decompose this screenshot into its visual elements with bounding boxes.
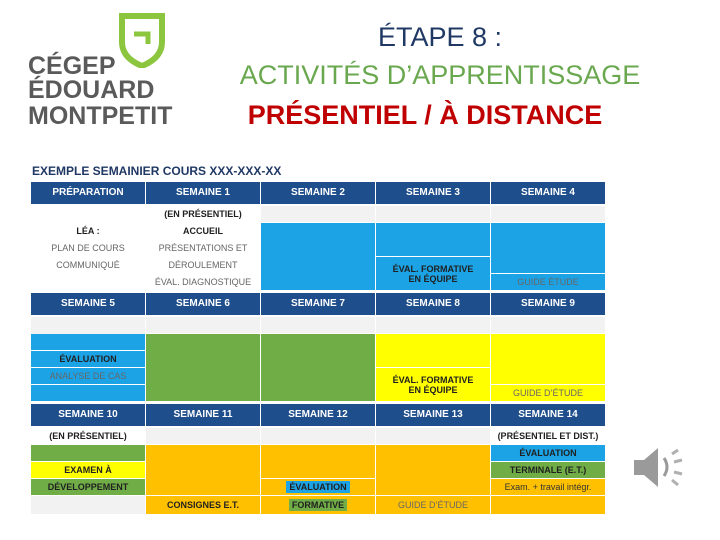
cell-guidelines: CONSIGNES E.T. xyxy=(146,496,260,514)
cell-development: DÉVELOPPEMENT xyxy=(31,479,145,495)
cell-fill xyxy=(261,206,375,222)
cell-study-guide: GUIDE ÉTUDE xyxy=(491,274,605,290)
formative-eval-line-2: EN ÉQUIPE xyxy=(408,384,458,395)
header-week-4: SEMAINE 4 xyxy=(491,182,605,204)
cell-presentations: PRÉSENTATIONS ET xyxy=(158,243,248,253)
speaker-icon[interactable] xyxy=(628,440,688,495)
weekly-schedule-table xyxy=(31,182,605,514)
cell-fill xyxy=(146,428,260,444)
cell-fill-yellow xyxy=(491,334,605,384)
header-week-6: SEMAINE 6 xyxy=(146,293,260,315)
cell-evaluation: ÉVALUATION xyxy=(286,481,349,493)
cell-fill-blue xyxy=(491,223,605,273)
cell-empty xyxy=(31,206,145,222)
slide-title-step: ÉTAPE 8 : xyxy=(377,22,503,52)
cell-welcome: ACCUEIL xyxy=(183,226,223,236)
cell-evaluation: ÉVALUATION xyxy=(491,445,605,461)
cell-fill-orange xyxy=(146,445,260,495)
cell-evaluation-wrap xyxy=(261,479,375,495)
cell-fill-blue xyxy=(31,385,145,401)
cell-evaluation: ÉVALUATION xyxy=(31,351,145,367)
cell-fill xyxy=(31,496,145,514)
table-caption: EXEMPLE SEMAINIER COURS XXX-XXX-XX xyxy=(32,164,282,178)
cell-in-person: (EN PRÉSENTIEL) xyxy=(164,209,242,219)
cell-progress: DÉROULEMENT xyxy=(168,260,238,270)
cell-in-person: (EN PRÉSENTIEL) xyxy=(49,431,127,441)
cell-fill-orange xyxy=(376,445,490,495)
cell-diagnostic-eval: ÉVAL. DIAGNOSTIQUE xyxy=(154,277,252,287)
header-week-11: SEMAINE 11 xyxy=(146,404,260,426)
formative-eval-line-1: ÉVAL. FORMATIVE xyxy=(392,374,474,385)
header-week-10: SEMAINE 10 xyxy=(31,404,145,426)
cell-communique: COMMUNIQUÉ xyxy=(56,260,120,270)
cell-study-guide: GUIDE D’ÉTUDE xyxy=(376,496,490,514)
college-logo xyxy=(28,12,173,130)
header-week-13: SEMAINE 13 xyxy=(376,404,490,426)
cell-fill xyxy=(376,317,490,333)
header-week-7: SEMAINE 7 xyxy=(261,293,375,315)
cell-fill-green xyxy=(146,334,260,401)
header-week-8: SEMAINE 8 xyxy=(376,293,490,315)
header-week-9: SEMAINE 9 xyxy=(491,293,605,315)
header-week-3: SEMAINE 3 xyxy=(376,182,490,204)
cell-fill-blue xyxy=(31,334,145,350)
cell-fill xyxy=(376,206,490,222)
header-week-5: SEMAINE 5 xyxy=(31,293,145,315)
slide-title-mode: PRÉSENTIEL / À DISTANCE xyxy=(247,100,603,130)
cell-formative-eval xyxy=(376,257,490,290)
header-week-2: SEMAINE 2 xyxy=(261,182,375,204)
cell-course-plan: PLAN DE COURS xyxy=(51,243,125,253)
shield-logo-icon xyxy=(118,12,166,68)
header-week-1: SEMAINE 1 xyxy=(146,182,260,204)
cell-fill xyxy=(491,206,605,222)
cell-fill-blue xyxy=(261,223,375,290)
header-week-12: SEMAINE 12 xyxy=(261,404,375,426)
cell-final-eval: TERMINALE (E.T.) xyxy=(491,462,605,478)
cell-fill-yellow xyxy=(376,334,490,367)
header-week-14: SEMAINE 14 xyxy=(491,404,605,426)
cell-formative-eval xyxy=(376,368,490,401)
cell-fill-orange xyxy=(491,496,605,514)
logo-line-1: CÉGEP xyxy=(28,52,116,80)
formative-eval-line-2: EN ÉQUIPE xyxy=(408,273,458,284)
slide-title-main: ACTIVITÉS D’APPRENTISSAGE xyxy=(239,60,641,90)
logo-line-3: MONTPETIT xyxy=(28,102,173,130)
formative-eval-line-1: ÉVAL. FORMATIVE xyxy=(392,263,474,274)
cell-fill xyxy=(261,317,375,333)
cell-in-person-and-distance: (PRÉSENTIEL ET DIST.) xyxy=(497,431,599,441)
header-preparation: PRÉPARATION xyxy=(31,182,145,204)
cell-fill xyxy=(146,317,260,333)
cell-fill-orange xyxy=(261,445,375,478)
cell-fill xyxy=(376,428,490,444)
cell-fill-green xyxy=(31,445,145,461)
cell-lea: LÉA : xyxy=(76,226,100,236)
cell-fill-green xyxy=(261,334,375,401)
cell-formative-wrap xyxy=(261,496,375,514)
cell-fill xyxy=(491,317,605,333)
cell-study-guide: GUIDE D’ÉTUDE xyxy=(491,385,605,401)
cell-case-analysis: ANALYSE DE CAS xyxy=(31,368,145,384)
cell-fill-blue xyxy=(376,223,490,256)
cell-exam-work: Exam. + travail intégr. xyxy=(491,479,605,495)
cell-exam: EXAMEN À xyxy=(31,462,145,478)
logo-line-2: ÉDOUARD xyxy=(28,76,155,104)
cell-formative: FORMATIVE xyxy=(289,499,347,511)
cell-fill xyxy=(261,428,375,444)
